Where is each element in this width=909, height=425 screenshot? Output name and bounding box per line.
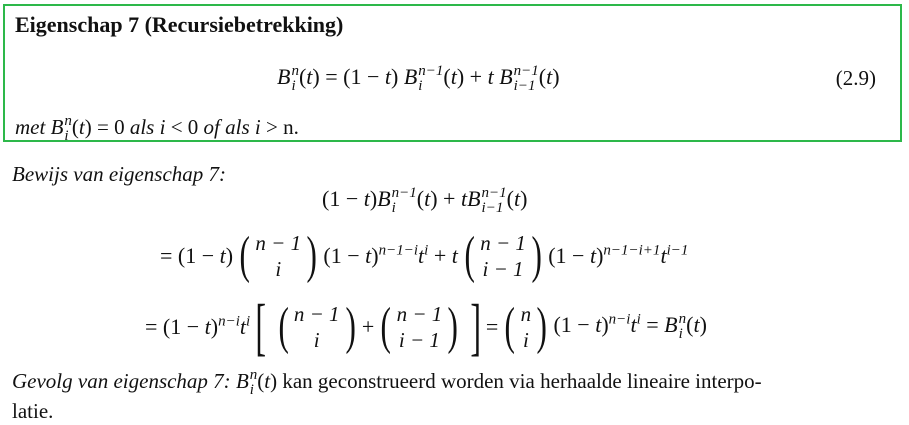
- proof-line-1: (1 − t)B n−1 i (t) + tB n−1 i−1 (t): [322, 185, 528, 216]
- proof-label: Bewijs van eigenschap 7:: [12, 162, 227, 186]
- recurrence-equation: B n i (t) = (1 − t) B n−1 i (t) + t B n−1 i−1 (t): [277, 63, 560, 94]
- theorem-box: [3, 4, 902, 142]
- consequence-text-2: latie.: [12, 399, 54, 424]
- theorem-title: Eigenschap 7 (Recursiebetrekking): [15, 12, 344, 37]
- equation-number: (2.9): [835, 66, 876, 90]
- proof-line-3: = $(1 - t)^{n-i}t^i$ [ ( n − 1 i ) + ( n − 1 i − 1 ) ] = ( n i ) $(1 - t)^{n-i}t^i = B$ n i (t): [145, 291, 707, 362]
- consequence-text-1: kan geconstrueerd worden via herhaalde lineaire interpo-: [282, 369, 762, 393]
- proof-line-2: = (1 − t) ( n − 1 i ) $(1 - t)^{n-1-i}t^i + t$ ( n − 1 i − 1 ) $(1 - t)^{n-1-i+1}t^{i-1}$: [160, 227, 689, 285]
- cond-lt: < 0: [170, 114, 199, 139]
- consequence-paragraph: Gevolg van eigenschap 7: B n i (t) kan geconstrueerd worden via herhaalde lineaire interpo- latie.: [12, 367, 762, 424]
- cond-of-als: of als: [203, 114, 250, 139]
- cond-als: als: [129, 114, 155, 139]
- consequence-lead: Gevolg van eigenschap 7:: [12, 369, 231, 393]
- cond-met: met: [15, 114, 46, 139]
- cond-zero: = 0: [97, 114, 125, 139]
- cond-gt: > n.: [265, 114, 299, 139]
- theorem-condition: met B n i (t) = 0 als i < 0 of als i > n.: [15, 113, 299, 144]
